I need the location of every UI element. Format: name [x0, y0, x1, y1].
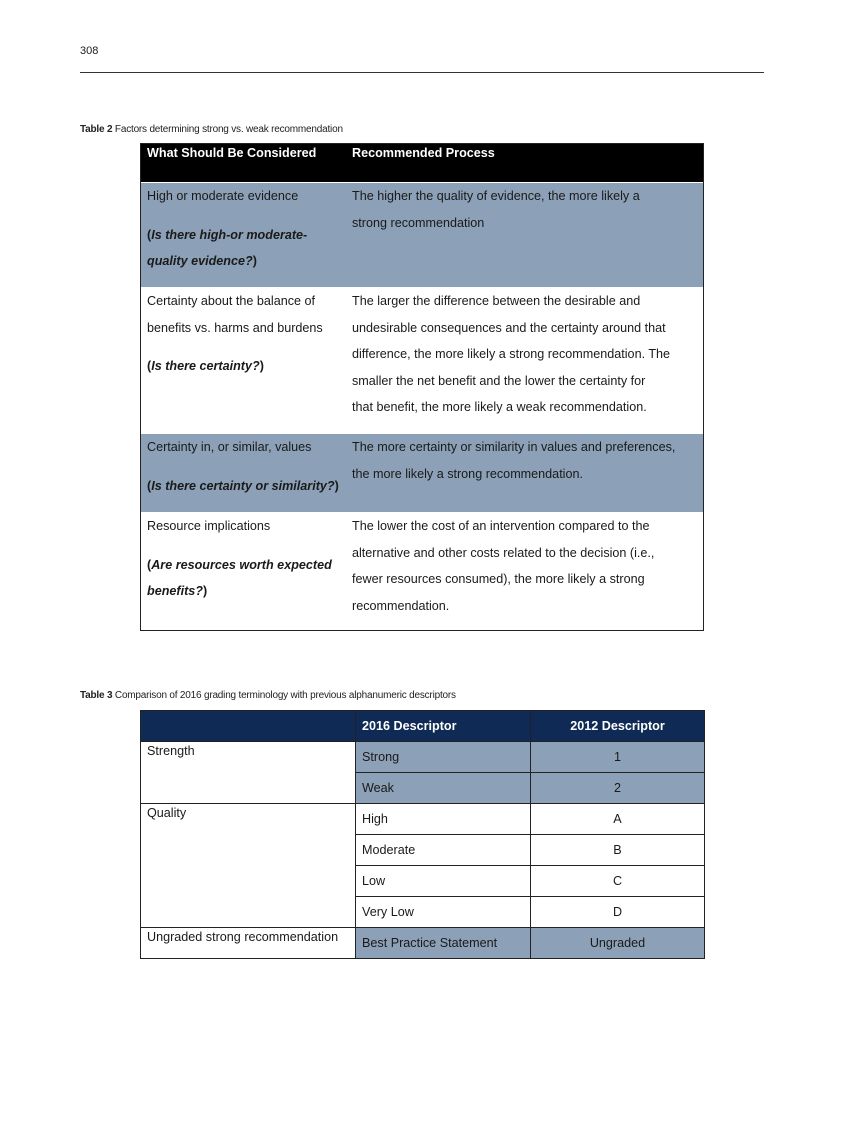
descriptor-2012: 1	[531, 742, 705, 773]
table2-caption-label: Table 2	[80, 124, 113, 135]
table3-caption-label: Table 3	[80, 690, 113, 701]
factor-question: (Is there certainty or similarity?)	[147, 478, 339, 493]
table3	[140, 710, 705, 959]
table2-factor-cell	[141, 434, 346, 512]
process-line: the more likely a strong recommendation.	[352, 466, 583, 481]
descriptor-2012: A	[531, 804, 705, 835]
table-row	[141, 928, 705, 959]
table2-row-resources	[141, 512, 703, 630]
factor-line: Certainty about the balance of	[147, 294, 316, 308]
table3-header-blank	[141, 711, 356, 742]
process-line: strong recommendation	[352, 215, 485, 230]
factor-line: Certainty in, or similar, values	[147, 440, 312, 454]
factor-question: (Is there certainty?)	[147, 359, 264, 373]
table2-header-row	[141, 144, 703, 182]
table3-group-ungraded: Ungraded strong recommendation	[141, 928, 356, 959]
process-line: The higher the quality of evidence, the more likely a	[352, 189, 640, 203]
descriptor-2016: Weak	[356, 773, 531, 804]
descriptor-2012: 2	[531, 773, 705, 804]
process-line: that benefit, the more likely a weak recommendation.	[352, 400, 647, 414]
process-line: The more certainty or similarity in values and preferences,	[352, 440, 676, 454]
table-row	[141, 804, 705, 835]
process-line: alternative and other costs related to the decision (i.e.,	[352, 545, 655, 560]
descriptor-2012: D	[531, 897, 705, 928]
table2-factor-cell	[141, 183, 346, 287]
table2-factor-cell	[141, 288, 346, 433]
factor-line: Resource implications	[147, 519, 271, 533]
table3-caption	[80, 690, 456, 701]
descriptor-2016: Strong	[356, 742, 531, 773]
factor-question: (Are resources worth expected benefits?)	[147, 557, 332, 598]
table2-process-cell	[346, 513, 703, 630]
descriptor-2016: High	[356, 804, 531, 835]
table3-header-2016: 2016 Descriptor	[356, 711, 531, 742]
process-line: difference, the more likely a strong recommendation. The	[352, 347, 671, 361]
descriptor-2016: Very Low	[356, 897, 531, 928]
table2-factor-cell	[141, 513, 346, 630]
table3-caption-text: Comparison of 2016 grading terminology with previous alphanumeric descriptors	[114, 690, 456, 701]
table2-row-evidence	[141, 182, 703, 287]
process-line: smaller the net benefit and the lower the certainty for	[352, 373, 646, 388]
descriptor-2012: B	[531, 835, 705, 866]
descriptor-2016: Moderate	[356, 835, 531, 866]
process-line: undesirable consequences and the certainty around that	[352, 320, 666, 335]
table2-process-cell	[346, 288, 703, 433]
descriptor-2016: Low	[356, 866, 531, 897]
table2-process-cell	[346, 183, 703, 287]
descriptor-2016: Best Practice Statement	[356, 928, 531, 959]
factor-question: (Is there high-or moderate- quality evidence?)	[147, 227, 308, 268]
table2-header-process: Recommended Process	[352, 146, 495, 160]
page-number: 308	[80, 45, 99, 57]
table2-row-values	[141, 433, 703, 512]
factor-line: High or moderate evidence	[147, 189, 299, 203]
table3-header-2012: 2012 Descriptor	[531, 711, 705, 742]
header-rule	[80, 72, 764, 73]
table2-caption	[80, 124, 343, 135]
descriptor-2012: Ungraded	[531, 928, 705, 959]
table2-row-balance	[141, 287, 703, 433]
process-line: The lower the cost of an intervention compared to the	[352, 519, 650, 533]
descriptor-2012: C	[531, 866, 705, 897]
factor-line: benefits vs. harms and burdens	[147, 320, 323, 335]
process-line: recommendation.	[352, 598, 450, 613]
process-line: The larger the difference between the desirable and	[352, 294, 641, 308]
table3-group-quality: Quality	[141, 804, 356, 928]
table2-caption-text: Factors determining strong vs. weak recommendation	[114, 124, 343, 135]
process-line: fewer resources consumed), the more likely a strong	[352, 572, 645, 586]
table2	[140, 143, 704, 631]
table-row	[141, 742, 705, 773]
table2-header-considered: What Should Be Considered	[147, 146, 317, 160]
table3-group-strength: Strength	[141, 742, 356, 804]
table2-process-cell	[346, 434, 703, 512]
table3-header-row	[141, 711, 705, 742]
